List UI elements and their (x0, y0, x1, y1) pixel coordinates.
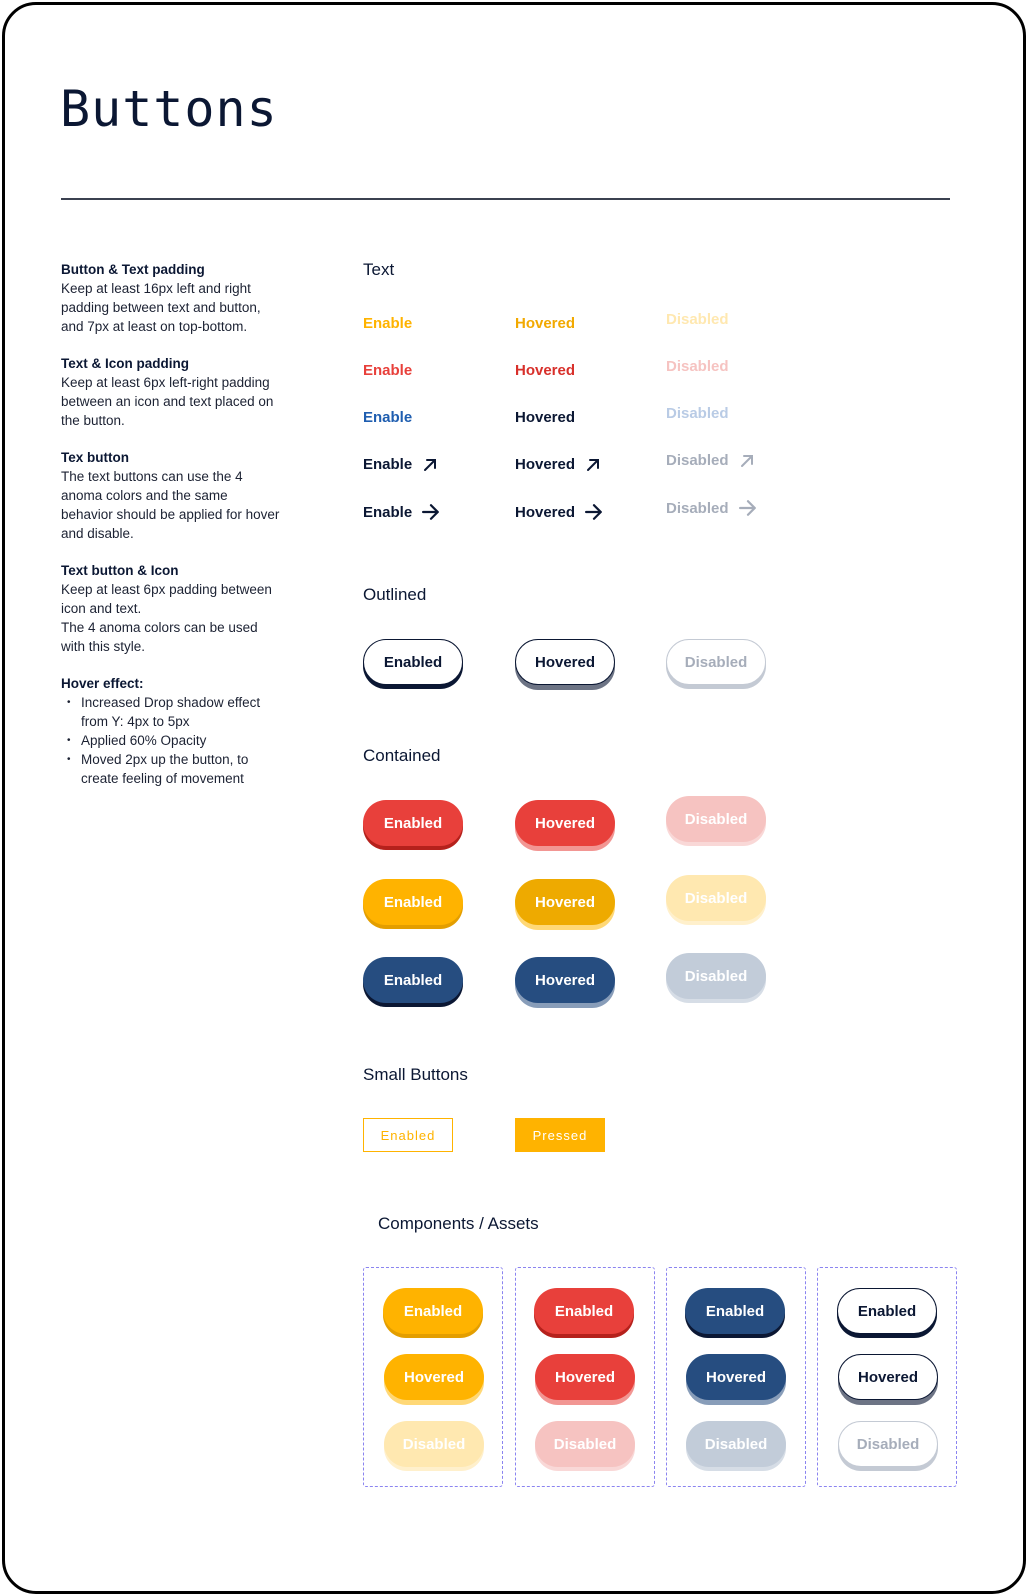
note-hover-effect (61, 674, 281, 788)
list-item: • Applied 60% Opacity (67, 731, 281, 750)
text-button-enable-red[interactable]: Enable (363, 362, 413, 379)
list-item: • Increased Drop shadow effect from Y: 4px to 5px (67, 693, 281, 731)
section-title-assets: Components / Assets (378, 1214, 539, 1233)
text-button-enable-blue[interactable]: Enable (363, 409, 413, 426)
arrow-right-icon (739, 499, 757, 517)
note-heading: Button & Text padding (61, 262, 205, 277)
contained-blue-enabled[interactable]: Enabled (363, 957, 463, 1003)
note-body: Keep at least 6px left-right padding between an icon and text placed on the button. (61, 375, 274, 428)
text-button-disabled-red: Disabled (666, 358, 729, 375)
arrow-up-right-icon (585, 457, 601, 473)
title-divider (61, 198, 950, 200)
text-button-hovered-blue[interactable]: Hovered (515, 409, 576, 426)
asset-outlined-enabled[interactable]: Enabled (837, 1288, 937, 1334)
text-button-enable-external[interactable]: Enable (363, 456, 438, 473)
text-button-hovered-next[interactable]: Hovered (515, 503, 603, 521)
text-button-disabled-blue: Disabled (666, 405, 729, 422)
arrow-right-icon (585, 503, 603, 521)
section-title-small-buttons: Small Buttons (363, 1065, 468, 1084)
contained-yellow-enabled[interactable]: Enabled (363, 879, 463, 925)
asset-red-hovered[interactable]: Hovered (535, 1354, 635, 1400)
small-button-enabled[interactable]: Enabled (363, 1118, 453, 1152)
note-heading: Text & Icon padding (61, 356, 189, 371)
text-button-hovered-yellow[interactable]: Hovered (515, 315, 576, 332)
asset-yellow-hovered[interactable]: Hovered (384, 1354, 484, 1400)
asset-red-disabled: Disabled (535, 1421, 635, 1467)
asset-blue-disabled: Disabled (686, 1421, 786, 1467)
contained-red-enabled[interactable]: Enabled (363, 800, 463, 846)
page-title: Buttons (60, 80, 278, 138)
list-item: • Moved 2px up the button, to create feeling of movement (67, 750, 281, 788)
section-title-outlined: Outlined (363, 585, 427, 604)
note-body: The text buttons can use the 4 anoma colors and the same behavior should be applied for hover and disable. (61, 469, 280, 541)
asset-yellow-enabled[interactable]: Enabled (383, 1288, 483, 1334)
text-button-disabled-external: Disabled (666, 452, 755, 469)
text-button-disabled-yellow: Disabled (666, 311, 729, 328)
note-text-icon-padding (61, 354, 281, 430)
asset-outlined-disabled: Disabled (838, 1421, 938, 1467)
asset-red-enabled[interactable]: Enabled (534, 1288, 634, 1334)
outlined-button-disabled: Disabled (666, 639, 766, 685)
note-text-button-icon (61, 561, 281, 656)
arrow-right-icon (422, 503, 440, 521)
small-button-pressed[interactable]: Pressed (515, 1118, 605, 1152)
outlined-button-enabled[interactable]: Enabled (363, 639, 463, 685)
outlined-button-hovered[interactable]: Hovered (515, 639, 615, 685)
text-button-disabled-next: Disabled (666, 499, 757, 517)
contained-red-hovered[interactable]: Hovered (515, 800, 615, 846)
contained-yellow-hovered[interactable]: Hovered (515, 879, 615, 925)
asset-blue-enabled[interactable]: Enabled (685, 1288, 785, 1334)
hover-effect-list (61, 693, 281, 788)
section-title-text: Text (363, 260, 395, 279)
asset-yellow-disabled: Disabled (384, 1421, 484, 1467)
note-body: Keep at least 6px padding between icon and text. The 4 anoma colors can be used with this style. (61, 582, 272, 654)
section-title-contained: Contained (363, 746, 441, 765)
text-button-hovered-red[interactable]: Hovered (515, 362, 576, 379)
note-heading: Text button & Icon (61, 563, 179, 578)
contained-red-disabled: Disabled (666, 796, 766, 842)
contained-yellow-disabled: Disabled (666, 875, 766, 921)
note-body: Keep at least 16px left and right padding between text and button, and 7px at least on top-bottom. (61, 281, 261, 334)
note-text-button (61, 448, 281, 543)
text-button-enable-next[interactable]: Enable (363, 503, 440, 521)
text-button-enable-yellow[interactable]: Enable (363, 315, 413, 332)
arrow-up-right-icon (739, 453, 755, 469)
contained-blue-hovered[interactable]: Hovered (515, 957, 615, 1003)
note-button-text-padding (61, 260, 281, 336)
asset-outlined-hovered[interactable]: Hovered (838, 1354, 938, 1400)
note-heading: Hover effect: (61, 676, 144, 691)
contained-blue-disabled: Disabled (666, 953, 766, 999)
arrow-up-right-icon (422, 457, 438, 473)
note-heading: Tex button (61, 450, 129, 465)
guidelines-panel (61, 260, 281, 806)
text-button-hovered-external[interactable]: Hovered (515, 456, 601, 473)
asset-blue-hovered[interactable]: Hovered (686, 1354, 786, 1400)
